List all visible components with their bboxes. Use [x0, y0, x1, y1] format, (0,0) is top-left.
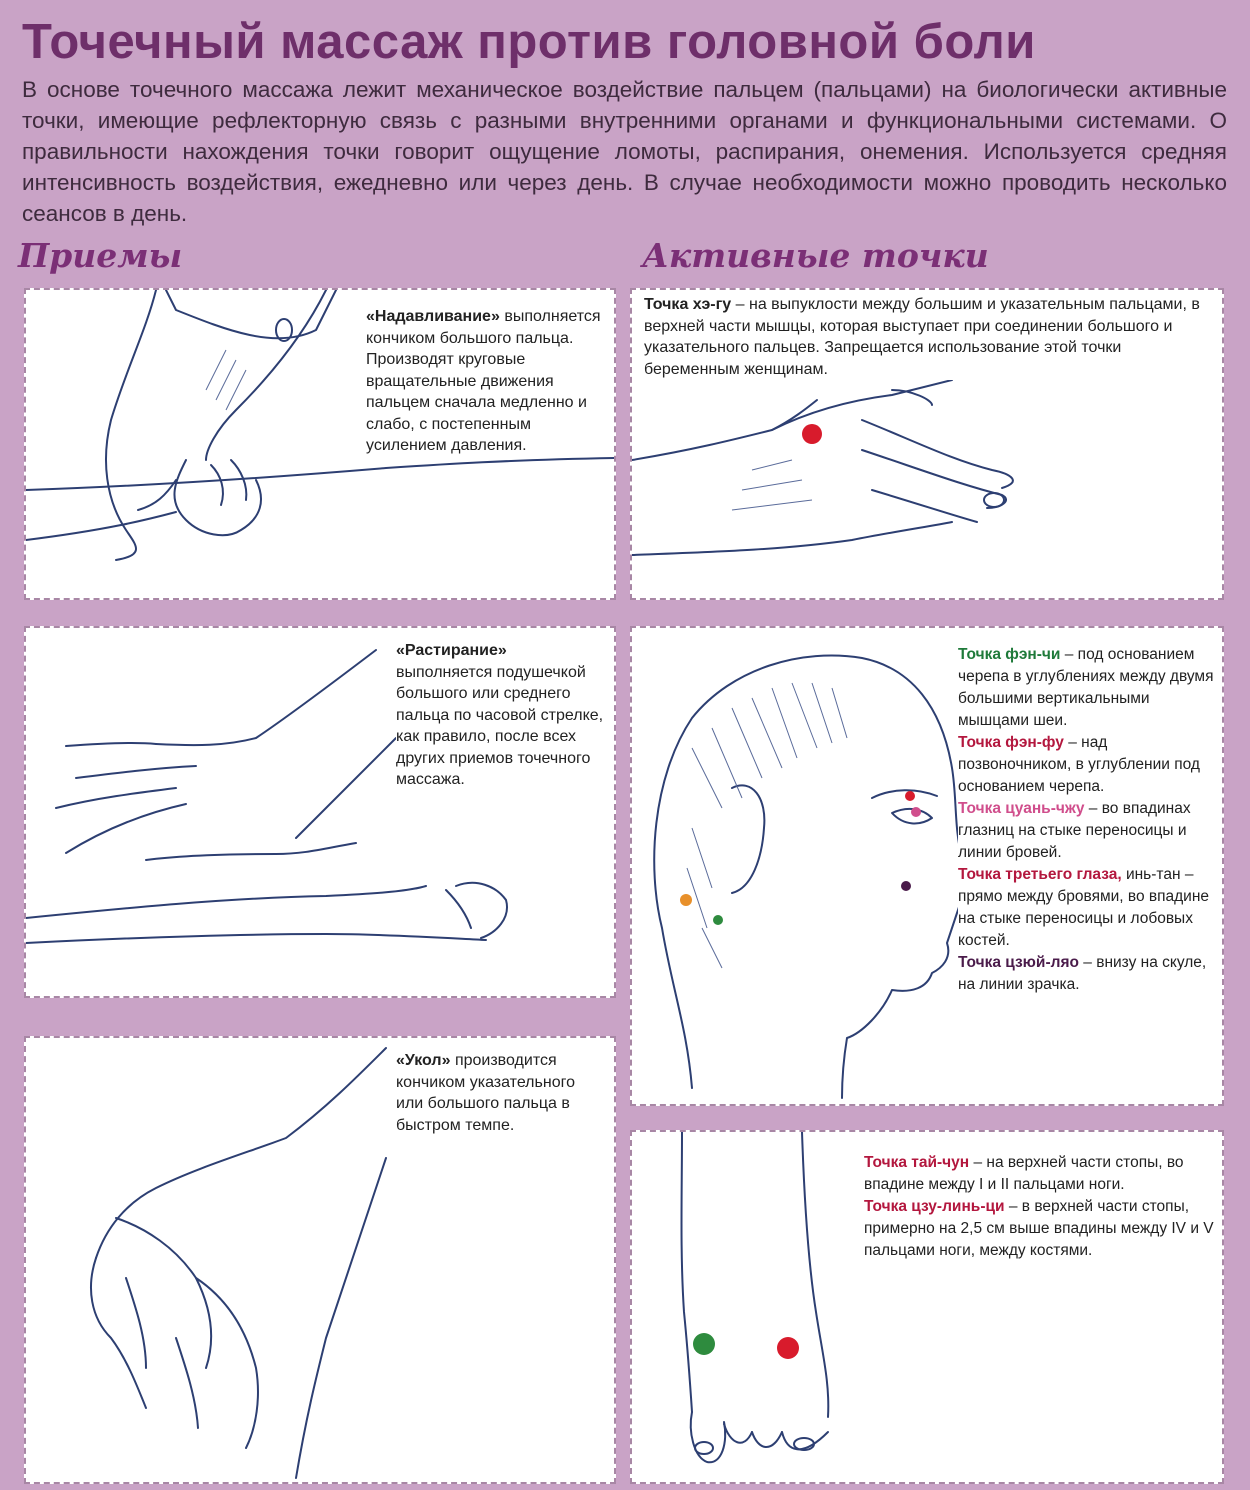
- ju-liao-point: [901, 881, 911, 891]
- prick-text: производится кончиком указательного или большого пальца в быстром темпе.: [396, 1052, 575, 1134]
- feng-fu-title: Точка фэн-фу: [958, 734, 1064, 751]
- pressing-caption: [366, 306, 602, 457]
- he-gu-title: Точка хэ-гу: [644, 296, 732, 313]
- yin-tang-title: Точка третьего глаза,: [958, 866, 1122, 883]
- panel-prick: [24, 1036, 616, 1484]
- feng-fu-point: [713, 915, 723, 925]
- page-title: Точечный массаж против головной боли: [22, 15, 1036, 69]
- he-gu-text: – на выпуклости между большим и указательным пальцами, в верхней части мышцы, которая выступает при соединении большого и указательного пальцев. Запрещается использование этой точки беременным женщинам.: [644, 296, 1200, 378]
- head-points-caption: [958, 644, 1220, 996]
- zuan-zhu-title: Точка цуань-чжу: [958, 800, 1085, 817]
- rubbing-caption: [396, 640, 606, 791]
- prick-caption: [396, 1050, 606, 1136]
- yin-tang-point: [905, 791, 915, 801]
- zu-lin-qi-text: – в верхней части стопы, примерно на 2,5 см выше впадины между IV и V пальцами ноги, между костями.: [864, 1198, 1214, 1259]
- pressing-title: «Надавливание»: [366, 308, 500, 325]
- feng-chi-item: [958, 644, 1220, 732]
- panel-head-points: [630, 626, 1224, 1106]
- tai-chong-text: – на верхней части стопы, во впадине между I и II пальцами ноги.: [864, 1154, 1184, 1193]
- feng-fu-text: – над позвоночником, в углублении под основанием черепа.: [958, 734, 1200, 795]
- rubbing-text: выполняется подушечкой большого или среднего пальца по часовой стрелке, как правило, после всех других приемов точечного массажа.: [396, 663, 604, 788]
- zu-lin-qi-point: [777, 1337, 799, 1359]
- techniques-heading: Приемы: [18, 236, 183, 275]
- feng-chi-title: Точка фэн-чи: [958, 646, 1061, 663]
- zuan-zhu-text: – во впадинах глазниц на стыке переносицы и линии бровей.: [958, 800, 1191, 861]
- zu-lin-qi-title: Точка цзу-линь-ци: [864, 1198, 1005, 1215]
- tai-chong-item: [864, 1152, 1216, 1196]
- yin-tang-text: инь-тан – прямо между бровями, во впадине на стыке переносицы и лобовых костей.: [958, 866, 1210, 949]
- feng-chi-point: [680, 894, 692, 906]
- panel-hand-point: [630, 288, 1224, 600]
- points-heading: Активные точки: [642, 236, 989, 275]
- he-gu-point: [802, 424, 822, 444]
- feng-fu-item: [958, 732, 1220, 798]
- panel-pressing: [24, 288, 616, 600]
- ju-liao-text: – внизу на скуле, на линии зрачка.: [958, 954, 1207, 993]
- yin-tang-item: [958, 864, 1220, 952]
- panel-foot-points: [630, 1130, 1224, 1484]
- rubbing-title: «Растирание»: [396, 642, 507, 659]
- tai-chong-title: Точка тай-чун: [864, 1154, 970, 1171]
- pressing-text: выполняется кончиком большого пальца. Производят круговые вращательные движения пальцем сначала медленно и слабо, с постепенным усилением давления.: [366, 308, 601, 454]
- zuan-zhu-point: [911, 807, 921, 817]
- zuan-zhu-item: [958, 798, 1220, 864]
- zu-lin-qi-item: [864, 1196, 1216, 1262]
- prick-title: «Укол»: [396, 1052, 451, 1069]
- ju-liao-item: [958, 952, 1220, 996]
- ju-liao-title: Точка цзюй-ляо: [958, 954, 1079, 971]
- foot-points-caption: [864, 1152, 1216, 1262]
- intro-paragraph: В основе точечного массажа лежит механическое воздействие пальцем (пальцами) на биологически активные точки, имеющие рефлекторную связь с разными внутренними органами и функциональными системами. О правильности нахождения точки говорит ощущение ломоты, распирания, онемения. Используется средняя интенсивность воздействия, ежедневно или через день. В случае необходимости можно проводить несколько сеансов в день.: [22, 77, 1227, 226]
- tai-chong-point: [693, 1333, 715, 1355]
- panel-rubbing: [24, 626, 616, 998]
- feng-chi-text: – под основанием черепа в углублениях между двумя большими вертикальными мышцами шеи.: [958, 646, 1214, 729]
- hand-point-caption: [644, 294, 1204, 380]
